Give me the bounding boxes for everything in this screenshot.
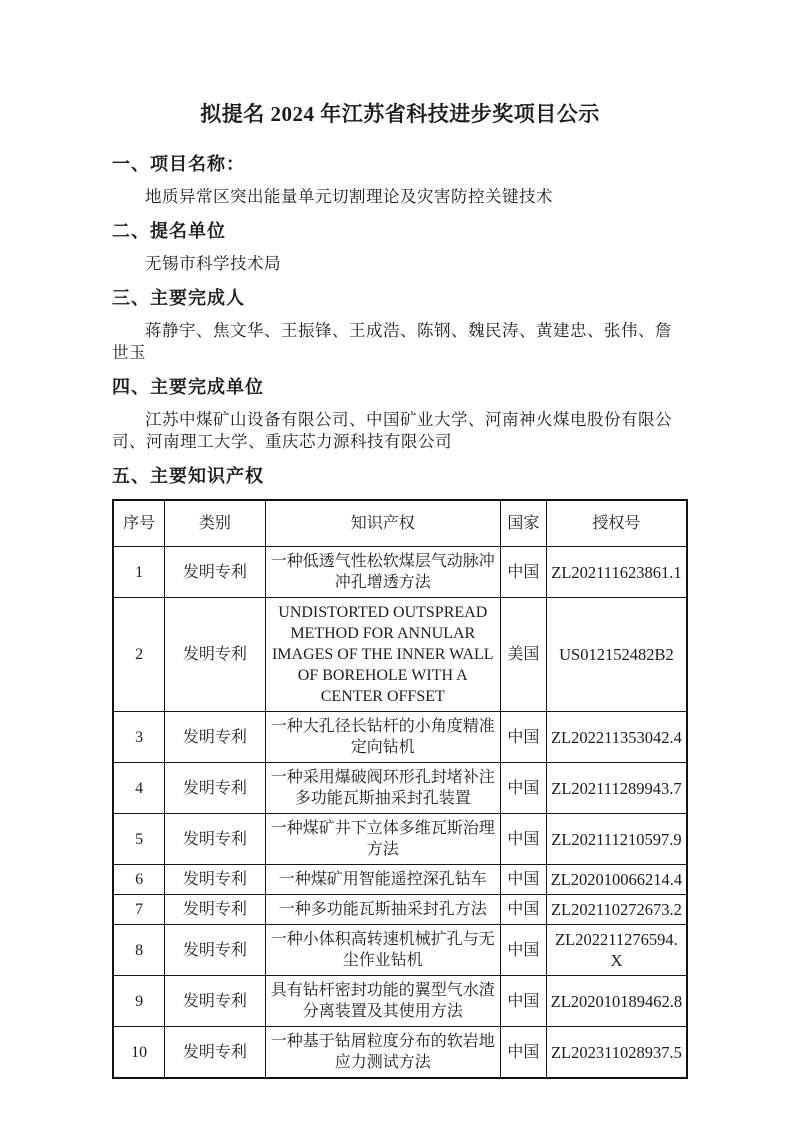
section-intellectual-property	[112, 464, 688, 1079]
cell-no: 10	[113, 1027, 165, 1079]
cell-num: ZL202211276594.X	[546, 925, 687, 976]
cell-country: 中国	[500, 547, 546, 598]
cell-ip: 一种低透气性松软煤层气动脉冲冲孔增透方法	[265, 547, 500, 598]
cell-ip: UNDISTORTED OUTSPREAD METHOD FOR ANNULAR IMAGES OF THE INNER WALL OF BOREHOLE WITH A CENTER OFFSET	[265, 598, 500, 712]
cell-ip: 一种多功能瓦斯抽采封孔方法	[265, 895, 500, 925]
table-row	[113, 547, 687, 598]
table-row	[113, 1027, 687, 1079]
main-completers-text: 蒋静宇、焦文华、王振锋、王成浩、陈钢、魏民涛、黄建忠、张伟、詹世玉	[112, 321, 672, 362]
section-nominating-unit	[112, 219, 688, 275]
section-main-units	[112, 375, 688, 453]
cell-country: 中国	[500, 976, 546, 1027]
col-header-no: 序号	[113, 500, 165, 547]
cell-country: 中国	[500, 814, 546, 865]
cell-num: ZL202111289943.7	[546, 763, 687, 814]
cell-ip: 一种采用爆破阀环形孔封堵补注多功能瓦斯抽采封孔装置	[265, 763, 500, 814]
cell-num: ZL202010066214.4	[546, 865, 687, 895]
cell-num: ZL202111210597.9	[546, 814, 687, 865]
col-header-number: 授权号	[546, 500, 687, 547]
col-header-country: 国家	[500, 500, 546, 547]
cell-ip: 一种小体积高转速机械扩孔与无尘作业钻机	[265, 925, 500, 976]
cell-country: 中国	[500, 1027, 546, 1079]
cell-num: ZL202311028937.5	[546, 1027, 687, 1079]
cell-no: 8	[113, 925, 165, 976]
cell-category: 发明专利	[165, 712, 265, 763]
cell-ip: 一种煤矿用智能遥控深孔钻车	[265, 865, 500, 895]
cell-num: US012152482B2	[546, 598, 687, 712]
table-header-row	[113, 500, 687, 547]
cell-category: 发明专利	[165, 1027, 265, 1079]
ip-table	[112, 499, 688, 1079]
section-heading-2: 二、提名单位	[112, 221, 226, 241]
cell-no: 9	[113, 976, 165, 1027]
cell-country: 中国	[500, 712, 546, 763]
cell-num: ZL202110272673.2	[546, 895, 687, 925]
cell-no: 5	[113, 814, 165, 865]
cell-no: 3	[113, 712, 165, 763]
cell-ip: 一种大孔径长钻杆的小角度精准定向钻机	[265, 712, 500, 763]
cell-category: 发明专利	[165, 925, 265, 976]
cell-category: 发明专利	[165, 976, 265, 1027]
page-title: 拟提名 2024 年江苏省科技进步奖项目公示	[200, 102, 600, 126]
table-row	[113, 712, 687, 763]
section-heading-4: 四、主要完成单位	[112, 377, 264, 397]
cell-category: 发明专利	[165, 598, 265, 712]
cell-no: 4	[113, 763, 165, 814]
cell-category: 发明专利	[165, 814, 265, 865]
table-row	[113, 865, 687, 895]
table-row	[113, 763, 687, 814]
cell-ip: 一种煤矿井下立体多维瓦斯治理方法	[265, 814, 500, 865]
section-heading-5: 五、主要知识产权	[112, 466, 264, 486]
col-header-category: 类别	[165, 500, 265, 547]
col-header-ip: 知识产权	[265, 500, 500, 547]
cell-no: 2	[113, 598, 165, 712]
cell-num: ZL202211353042.4	[546, 712, 687, 763]
table-row	[113, 814, 687, 865]
table-row	[113, 925, 687, 976]
cell-country: 中国	[500, 865, 546, 895]
cell-category: 发明专利	[165, 547, 265, 598]
section-heading-3: 三、主要完成人	[112, 288, 245, 308]
table-row	[113, 976, 687, 1027]
nominating-unit-text: 无锡市科学技术局	[145, 254, 281, 273]
table-row	[113, 598, 687, 712]
cell-category: 发明专利	[165, 865, 265, 895]
cell-no: 1	[113, 547, 165, 598]
cell-num: ZL202111623861.1	[546, 547, 687, 598]
project-name-text: 地质异常区突出能量单元切割理论及灾害防控关键技术	[145, 187, 553, 206]
section-project-name	[112, 152, 688, 208]
section-main-completers	[112, 286, 688, 364]
cell-ip: 具有钻杆密封功能的翼型气水渣分离装置及其使用方法	[265, 976, 500, 1027]
cell-no: 6	[113, 865, 165, 895]
cell-ip: 一种基于钻屑粒度分布的软岩地应力测试方法	[265, 1027, 500, 1079]
main-units-text: 江苏中煤矿山设备有限公司、中国矿业大学、河南神火煤电股份有限公司、河南理工大学、重庆芯力源科技有限公司	[112, 410, 672, 451]
cell-category: 发明专利	[165, 763, 265, 814]
table-row	[113, 895, 687, 925]
cell-category: 发明专利	[165, 895, 265, 925]
cell-country: 美国	[500, 598, 546, 712]
cell-country: 中国	[500, 895, 546, 925]
cell-no: 7	[113, 895, 165, 925]
cell-country: 中国	[500, 925, 546, 976]
cell-num: ZL202010189462.8	[546, 976, 687, 1027]
cell-country: 中国	[500, 763, 546, 814]
section-heading-1: 一、项目名称：	[112, 154, 245, 174]
